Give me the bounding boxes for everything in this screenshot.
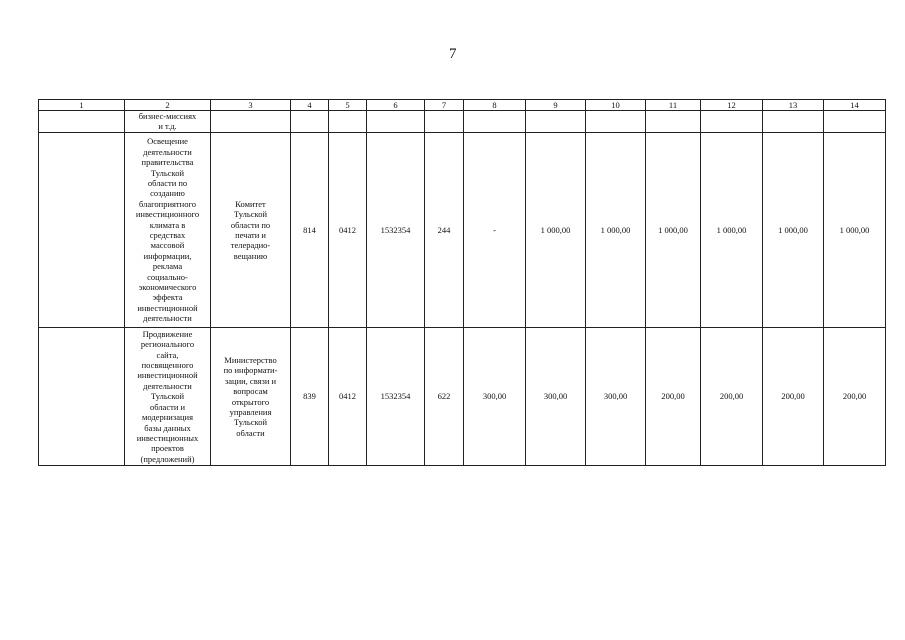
table-cell <box>763 111 824 133</box>
table-cell <box>425 111 464 133</box>
table-cell: 814 <box>291 133 329 328</box>
table-cell <box>526 111 586 133</box>
table-row <box>39 111 886 133</box>
table-cell <box>329 111 367 133</box>
table-cell <box>586 111 646 133</box>
table-row <box>39 133 886 328</box>
table-cell: 1 000,00 <box>701 133 763 328</box>
table-cell <box>646 111 701 133</box>
table-cell <box>291 111 329 133</box>
table-cell: 244 <box>425 133 464 328</box>
table-cell <box>211 111 291 133</box>
table-cell: 1 000,00 <box>824 133 886 328</box>
column-number: 14 <box>824 100 886 111</box>
table-cell: - <box>464 133 526 328</box>
table-cell: 1532354 <box>367 328 425 466</box>
column-number: 12 <box>701 100 763 111</box>
table-cell: Комитет Тульской области по печати и телерадио- вещанию <box>211 133 291 328</box>
table-cell <box>824 111 886 133</box>
table-cell: 200,00 <box>763 328 824 466</box>
page-number: 7 <box>449 46 457 62</box>
column-number: 4 <box>291 100 329 111</box>
table-cell: 1532354 <box>367 133 425 328</box>
table-cell: 300,00 <box>464 328 526 466</box>
column-number: 11 <box>646 100 701 111</box>
table-cell: 1 000,00 <box>646 133 701 328</box>
column-number: 13 <box>763 100 824 111</box>
table-cell: Продвижение регионального сайта, посвященного инвестиционной деятельности Тульской области и модернизация базы данных инвестиционных проектов (предложений) <box>125 328 211 466</box>
table-cell: 300,00 <box>526 328 586 466</box>
column-number-row <box>39 100 886 111</box>
table-cell: 839 <box>291 328 329 466</box>
table-cell: 200,00 <box>646 328 701 466</box>
table-cell: 200,00 <box>824 328 886 466</box>
table-cell <box>464 111 526 133</box>
table-cell: 1 000,00 <box>526 133 586 328</box>
table-cell <box>39 111 125 133</box>
table-cell: 1 000,00 <box>763 133 824 328</box>
table-row <box>39 328 886 466</box>
budget-table <box>38 99 886 466</box>
table-cell: 300,00 <box>586 328 646 466</box>
column-number: 2 <box>125 100 211 111</box>
column-number: 10 <box>586 100 646 111</box>
table-cell: 0412 <box>329 328 367 466</box>
column-number: 9 <box>526 100 586 111</box>
column-number: 8 <box>464 100 526 111</box>
table-cell: бизнес-миссиях и т.д. <box>125 111 211 133</box>
table-cell <box>39 328 125 466</box>
table-cell: Освещение деятельности правительства Тульской области по созданию благоприятного инвестиционного климата в средствах массовой информации, реклама социально- экономического эффекта инвестиционной деятельности <box>125 133 211 328</box>
table-cell: 0412 <box>329 133 367 328</box>
column-number: 3 <box>211 100 291 111</box>
column-number: 7 <box>425 100 464 111</box>
table-cell <box>367 111 425 133</box>
table-cell: 622 <box>425 328 464 466</box>
table-cell <box>39 133 125 328</box>
column-number: 5 <box>329 100 367 111</box>
table-cell <box>701 111 763 133</box>
column-number: 6 <box>367 100 425 111</box>
column-number: 1 <box>39 100 125 111</box>
table-cell: 1 000,00 <box>586 133 646 328</box>
table-cell: 200,00 <box>701 328 763 466</box>
table-cell: Министерство по информати- зации, связи и вопросам открытого управления Тульской области <box>211 328 291 466</box>
